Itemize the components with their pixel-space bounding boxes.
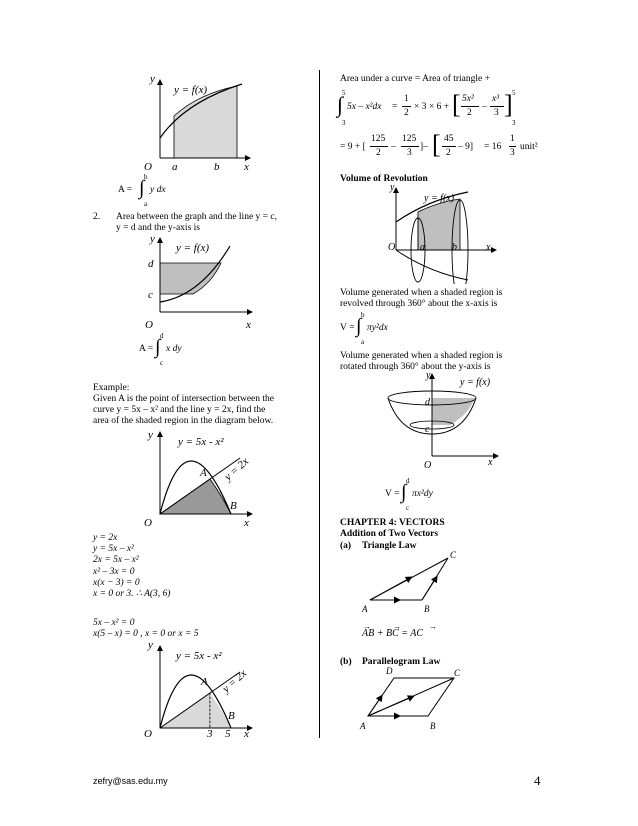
g5-o: O — [388, 242, 396, 253]
g2-y: y — [150, 233, 155, 245]
integral-sign: ∫ — [337, 92, 344, 117]
vol-y-text2: rotated through 360° about the y-axis is — [340, 362, 491, 372]
fraction-bar — [461, 106, 479, 107]
g8-C: C — [454, 668, 461, 678]
triangle-title: Triangle Law — [362, 541, 417, 551]
area1-prefix: A = — [118, 185, 133, 195]
triangle-label: (a) — [340, 541, 352, 551]
parallelogram-title: Parallelogram Law — [362, 657, 441, 667]
tri-eq: AB + BC = AC — [362, 628, 424, 639]
calc2-mid: ]– — [420, 142, 428, 152]
g1-y: y — [150, 73, 155, 85]
calc2-f1d: 2 — [376, 148, 381, 158]
solution2 — [93, 618, 199, 640]
calc1-t2n: x³ — [492, 94, 500, 104]
voly-lower: c — [406, 504, 410, 512]
g4-line: y = 2x — [220, 667, 250, 696]
g4-x: x — [244, 728, 249, 740]
g7-A: A — [362, 604, 368, 614]
integral-sign: ∫ — [139, 177, 145, 199]
bracket-open: [ — [432, 130, 441, 159]
calc2-rn: 1 — [510, 134, 515, 144]
calc2-f2d: 3 — [407, 148, 412, 158]
solution1-line: x = 0 or 3. ∴ A(3, 6) — [93, 589, 171, 600]
g6-y: y — [426, 370, 431, 381]
g3-B: B — [230, 500, 237, 512]
calc2-a: = 9 + [ — [340, 142, 366, 152]
voly-upper: d — [406, 477, 410, 485]
bracket-close: ] — [504, 90, 513, 119]
calc1-minus: – — [482, 102, 487, 112]
vol-x-text2: revolved through 360° about the x-axis is — [340, 299, 498, 309]
g1-a: a — [172, 161, 178, 173]
calc2-rd: 3 — [510, 148, 515, 158]
calc2-res: = 16 — [484, 142, 502, 152]
calc2-f1n: 125 — [371, 134, 386, 144]
g8-B: B — [430, 721, 436, 731]
volx-lower: a — [361, 338, 365, 346]
triangle-law-diagram — [350, 548, 470, 618]
g4-o: O — [144, 728, 152, 740]
calc1-t2d: 3 — [494, 108, 499, 118]
page-number: 4 — [534, 773, 541, 788]
example-title: Example: — [93, 383, 130, 393]
g6-fx: y = f(x) — [460, 377, 491, 388]
calc2-tail: – 9] — [458, 142, 474, 152]
g3-A: A — [200, 467, 207, 479]
g3-x: x — [244, 517, 249, 529]
g1-b: b — [214, 161, 220, 173]
calc2-f3d: 2 — [446, 148, 451, 158]
g6-o: O — [424, 460, 432, 471]
g2-fx: y = f(x) — [176, 242, 210, 254]
area1-integrand: y dx — [150, 185, 166, 195]
solution2-line: 5x – x² = 0 — [93, 618, 135, 628]
area2-lower: c — [160, 359, 164, 367]
g7-B: B — [424, 604, 430, 614]
g5-fx: y = f(x) — [424, 193, 455, 204]
g4-y: y — [148, 640, 153, 651]
g7-C: C — [450, 550, 457, 560]
graph-area-under-curve — [130, 72, 260, 177]
integral-sign: ∫ — [401, 481, 407, 503]
g1-fx: y = f(x) — [174, 84, 208, 96]
g1-o: O — [144, 161, 152, 173]
column-divider — [319, 70, 320, 738]
g4-B: B — [228, 710, 235, 722]
voly-prefix: V = — [385, 489, 400, 499]
area2-upper: d — [160, 332, 164, 340]
fraction-bar — [401, 146, 419, 147]
calc1-t1d: 2 — [467, 108, 472, 118]
g4-curve: y = 5x - x² — [176, 650, 222, 662]
voly-integrand: πx²dy — [412, 489, 433, 499]
calc1-lower: 3 — [342, 119, 346, 127]
item2-num: 2. — [93, 212, 101, 222]
solution1-line: y = 2x — [93, 533, 118, 543]
graph-volume-y-axis — [380, 370, 505, 474]
calc2-unit: unit² — [520, 142, 538, 152]
calc1-t1n: 5x² — [462, 94, 474, 104]
g2-d: d — [148, 258, 154, 270]
solution1-line: 2x = 5x – x² — [93, 555, 139, 566]
item2-line1: Area between the graph and the line y = c, — [116, 212, 277, 222]
g3-o: O — [144, 517, 152, 529]
area1-lower: a — [144, 200, 148, 208]
addition-title: Addition of Two Vectors — [340, 529, 439, 539]
item2-line2: y = d and the y-axis is — [116, 223, 200, 233]
solution1 — [93, 533, 170, 600]
calc1-ub: 5 — [512, 89, 516, 97]
g6-c: c — [425, 424, 430, 435]
g2-c: c — [148, 289, 153, 301]
g5-y: y — [390, 182, 395, 193]
volx-upper: b — [361, 311, 365, 319]
calc1-lb: 3 — [512, 119, 516, 127]
volx-prefix: V = — [340, 323, 355, 333]
g1-x: x — [244, 161, 249, 173]
calc1-half: 1 — [404, 94, 409, 104]
solution1-line: x² – 3x = 0 — [93, 566, 135, 577]
fraction-bar — [370, 146, 388, 147]
footer-email: zefry@sas.edu.my — [93, 776, 168, 786]
vector-arrows: → → → — [363, 622, 441, 631]
solution1-line: y = 5x – x² — [93, 544, 134, 555]
g8-D: D — [386, 666, 393, 676]
g8-A: A — [360, 721, 366, 731]
calc2-m: – — [391, 142, 396, 152]
example-line3: area of the shaded region in the diagram below. — [93, 416, 274, 426]
integral-sign: ∫ — [356, 315, 362, 337]
fraction-bar — [509, 146, 516, 147]
parallelogram-label: (b) — [340, 657, 352, 667]
volx-integrand: πy²dx — [367, 323, 388, 333]
fraction-bar — [442, 146, 456, 147]
area2-integrand: x dy — [166, 344, 182, 354]
g2-x: x — [246, 319, 251, 331]
graph-area-y-axis — [140, 232, 260, 337]
calc1-upper: 5 — [342, 89, 346, 97]
calc1-mult: × 3 × 6 + — [414, 102, 450, 112]
volume-title: Volume of Revolution — [340, 174, 428, 184]
g4-t5: 5 — [225, 728, 231, 740]
g5-x: x — [486, 242, 491, 253]
g5-a: a — [420, 242, 425, 253]
calc1-integrand: 5x – x²dx — [347, 102, 382, 112]
calc1-eq: = — [392, 102, 398, 112]
g6-x: x — [488, 457, 493, 468]
parallelogram-law-diagram — [350, 664, 470, 734]
g3-curve: y = 5x - x² — [178, 436, 224, 448]
g4-t3: 3 — [207, 728, 213, 740]
fraction-bar — [490, 106, 504, 107]
area-heading: Area under a curve = Area of triangle + — [340, 74, 490, 84]
vol-y-text1: Volume generated when a shaded region is — [340, 351, 503, 361]
g5-b: b — [452, 242, 457, 253]
solution2-line: x(5 – x) = 0 , x = 0 or x = 5 — [93, 629, 199, 640]
example-line1: Given A is the point of intersection between the — [93, 394, 274, 404]
graph-example-region — [140, 426, 265, 531]
area1-upper: b — [144, 173, 148, 181]
example-line2: curve y = 5x – x² and the line y = 2x, find the — [93, 405, 266, 415]
calc2-f2n: 125 — [402, 134, 417, 144]
g2-o: O — [145, 319, 153, 331]
integral-sign: ∫ — [155, 336, 161, 358]
chapter-4-title: CHAPTER 4: VECTORS — [340, 518, 445, 528]
g6-d: d — [425, 397, 430, 408]
g3-line: y = 2x — [222, 455, 252, 484]
graph-volume-x-axis — [378, 182, 503, 284]
calc1-half-den: 2 — [404, 108, 409, 118]
vol-x-text1: Volume generated when a shaded region is — [340, 288, 503, 298]
area2-prefix: A = — [139, 344, 154, 354]
g4-A: A — [201, 676, 208, 688]
solution1-line: x(x − 3) = 0 — [93, 577, 140, 588]
calc2-f3n: 45 — [444, 134, 454, 144]
fraction-bar — [402, 106, 411, 107]
g3-y: y — [148, 429, 153, 441]
graph-example-breakdown — [140, 640, 265, 740]
bracket-open: [ — [452, 90, 461, 119]
